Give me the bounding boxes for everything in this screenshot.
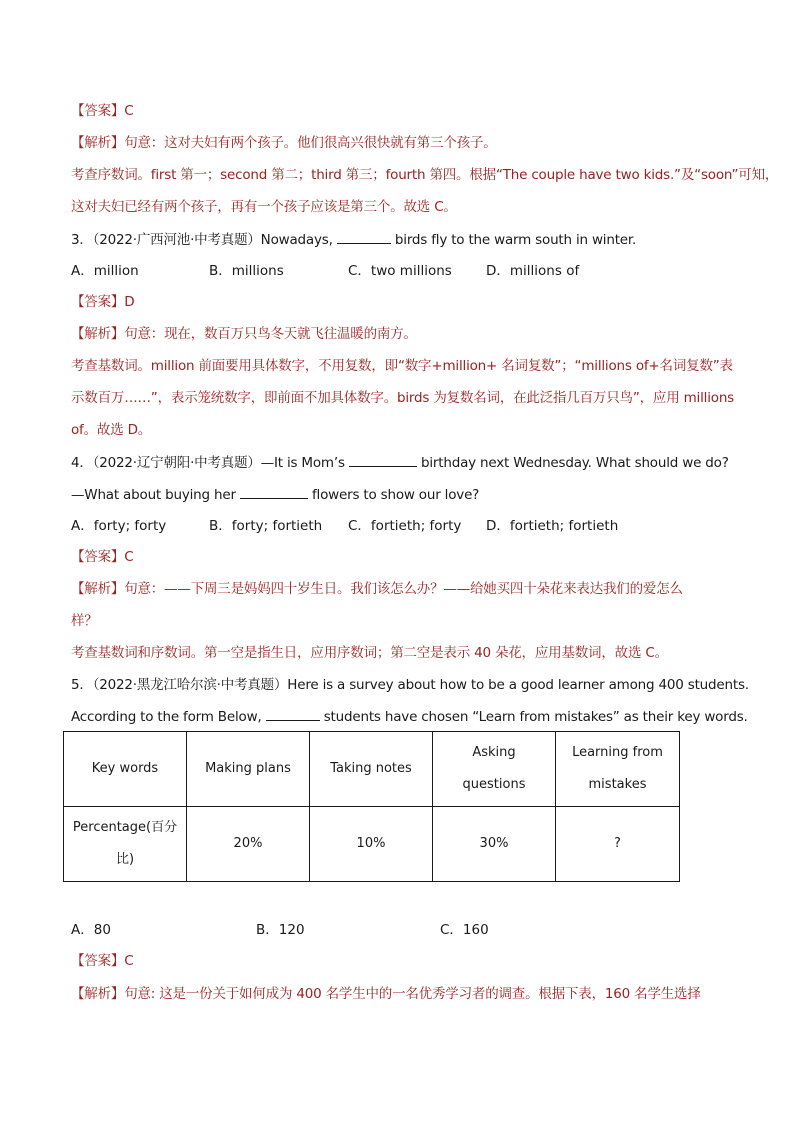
q3-stem-prefix: 3．（2022·广西河池·中考真题）Nowadays,	[71, 232, 333, 248]
q4-option-a: A．forty; forty	[71, 518, 167, 534]
table-header-row	[64, 732, 680, 807]
q4-option-c: C．fortieth; forty	[348, 518, 462, 534]
q3-explain-line-3: 示数百万……”，表示笼统数字，即前面不加具体数字。birds 为复数名词，在此泛指几百万只鸟”，应用 millions	[71, 390, 735, 406]
q3-option-d: D．millions of	[486, 263, 580, 279]
table-cell: 10%	[310, 807, 433, 882]
q5-explain-line-1	[71, 984, 701, 1004]
explain-text: 句意：现在，数百万只鸟冬天就飞往温暖的南方。	[124, 326, 417, 342]
answer-tag: 【答案】	[71, 294, 125, 310]
q4-option-b: B．forty; fortieth	[209, 518, 323, 534]
answer-value: C	[124, 953, 134, 969]
q4-stem2-suffix: flowers to show our love?	[307, 487, 480, 503]
table-cell: Key words	[64, 732, 187, 807]
q3-explain-line-4: of。故选 D。	[71, 422, 152, 438]
table-cell: Taking notes	[310, 732, 433, 807]
q3-option-b: B．millions	[209, 263, 284, 279]
answer-value: C	[124, 103, 134, 119]
answer-tag: 【答案】	[71, 103, 125, 119]
q2-explain-line-1	[71, 133, 497, 153]
q4-explain-line-2: 样？	[71, 613, 98, 629]
q4-answer-line	[71, 547, 133, 567]
answer-tag: 【答案】	[71, 549, 125, 565]
q2-answer-line	[71, 101, 133, 121]
q5-option-c: C．160	[440, 922, 489, 938]
q4-explain-line-3: 考查基数词和序数词。第一空是指生日，应用序数词；第二空是表示 40 朵花，应用基数词，故选 C。	[71, 645, 668, 661]
q4-explain-line-1	[71, 579, 683, 599]
q5-option-b: B．120	[256, 922, 305, 938]
q3-blank	[337, 229, 391, 244]
explain-text: 句意：这对夫妇有两个孩子。他们很高兴很快就有第三个孩子。	[124, 135, 497, 151]
q5-stem2-prefix: According to the form Below,	[71, 709, 262, 725]
table-cell: Percentage(百分比)	[64, 807, 187, 882]
q5-blank	[266, 706, 320, 721]
table-cell: Making plans	[187, 732, 310, 807]
q4-stem1-prefix: 4．（2022·辽宁朝阳·中考真题）—It is Mom’s	[71, 455, 345, 471]
q5-answer-line	[71, 951, 133, 971]
table-cell: Asking questions	[433, 732, 556, 807]
q4-stem-1	[71, 452, 729, 473]
q2-explain-line-2: 考查序数词。first 第一；second 第二；third 第三；fourth 第四。根据“The couple have two kids.”及“soon”可知，	[71, 167, 779, 183]
answer-value: D	[124, 294, 135, 310]
explain-tag: 【解析】	[71, 986, 125, 1002]
q3-stem-suffix: birds fly to the warm south in winter.	[390, 232, 637, 248]
q3-explain-line-1	[71, 324, 417, 344]
table-cell: ?	[556, 807, 680, 882]
explain-tag: 【解析】	[71, 135, 125, 151]
q4-stem2-prefix: —What about buying her	[71, 487, 236, 503]
q4-option-d: D．fortieth; fortieth	[486, 518, 619, 534]
q3-explain-line-2: 考查基数词。million 前面要用具体数字，不用复数，即“数字+million+ 名词复数”；“millions of+名词复数”表	[71, 358, 733, 374]
explain-text: 句意: 这是一份关于如何成为 400 名学生中的一名优秀学习者的调查。根据下表，160 名学生选择	[124, 986, 701, 1002]
q4-blank-2	[240, 484, 308, 499]
q4-blank-1	[349, 452, 417, 467]
explain-tag: 【解析】	[71, 326, 125, 342]
q3-stem	[71, 229, 636, 250]
table-cell: 30%	[433, 807, 556, 882]
q5-stem-1: 5．（2022·黑龙江哈尔滨·中考真题）Here is a survey about how to be a good learner among 400 students.	[71, 677, 749, 693]
explain-tag: 【解析】	[71, 581, 125, 597]
table-cell: Learning from mistakes	[556, 732, 680, 807]
table-row	[64, 807, 680, 882]
survey-table	[63, 731, 680, 882]
q5-stem2-suffix: students have chosen “Learn from mistakes” as their key words.	[319, 709, 748, 725]
q4-stem-2	[71, 484, 479, 505]
q3-option-a: A．million	[71, 263, 139, 279]
answer-tag: 【答案】	[71, 953, 125, 969]
q5-stem-2	[71, 706, 748, 727]
explain-text: 句意：——下周三是妈妈四十岁生日。我们该怎么办？——给她买四十朵花来表达我们的爱怎么	[124, 581, 683, 597]
q3-answer-line	[71, 292, 134, 312]
table-cell: 20%	[187, 807, 310, 882]
q2-explain-line-3: 这对夫妇已经有两个孩子，再有一个孩子应该是第三个。故选 C。	[71, 199, 457, 215]
q5-option-a: A．80	[71, 922, 111, 938]
q3-option-c: C．two millions	[348, 263, 452, 279]
answer-value: C	[124, 549, 134, 565]
q4-stem1-suffix: birthday next Wednesday. What should we do?	[416, 455, 729, 471]
